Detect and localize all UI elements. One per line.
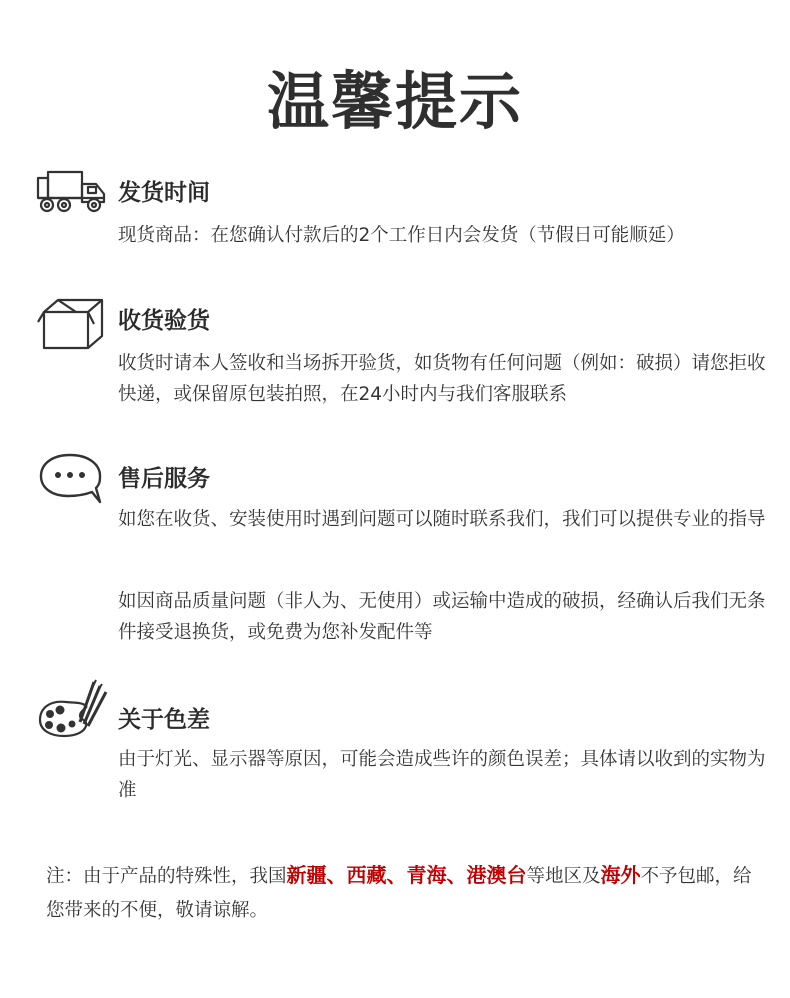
note-prefix: 注：由于产品的特殊性，我国 (46, 866, 287, 887)
note-suffix: 不予包邮，给您带来的不便，敬请谅解。 (46, 866, 752, 921)
note-middle: 等地区及 (526, 866, 601, 887)
section-text: 如因商品质量问题（非人为、无使用）或运输中造成的破损，经确认后我们无条件接受退换货，或免费为您补发配件等 (118, 591, 766, 643)
section-text: 如您在收货、安装使用时遇到问题可以随时联系我们，我们可以提供专业的指导 (118, 509, 766, 530)
truck-icon (36, 168, 108, 224)
box-icon (36, 296, 108, 352)
page-title: 温馨提示 (266, 65, 523, 138)
section-heading: 收货验货 (118, 308, 210, 334)
section-text: 收货时请本人签收和当场拆开验货，如货物有任何问题（例如：破损）请您拒收快递，或保留原包装拍照，在24小时内与我们客服联系 (118, 353, 766, 405)
section-heading: 关于色差 (118, 707, 210, 733)
chat-bubble-icon (36, 452, 108, 508)
section-heading: 发货时间 (118, 180, 210, 206)
section-text: 由于灯光、显示器等原因，可能会造成些许的颜色误差；具体请以收到的实物为准 (118, 749, 766, 801)
palette-icon (36, 678, 108, 734)
section-text: 现货商品：在您确认付款后的2个工作日内会发货（节假日可能顺延） (118, 225, 685, 246)
shipping-note (46, 858, 758, 928)
section-heading: 售后服务 (118, 466, 210, 492)
note-regions: 新疆、西藏、青海、港澳台 (286, 863, 527, 887)
note-overseas: 海外 (600, 863, 641, 887)
